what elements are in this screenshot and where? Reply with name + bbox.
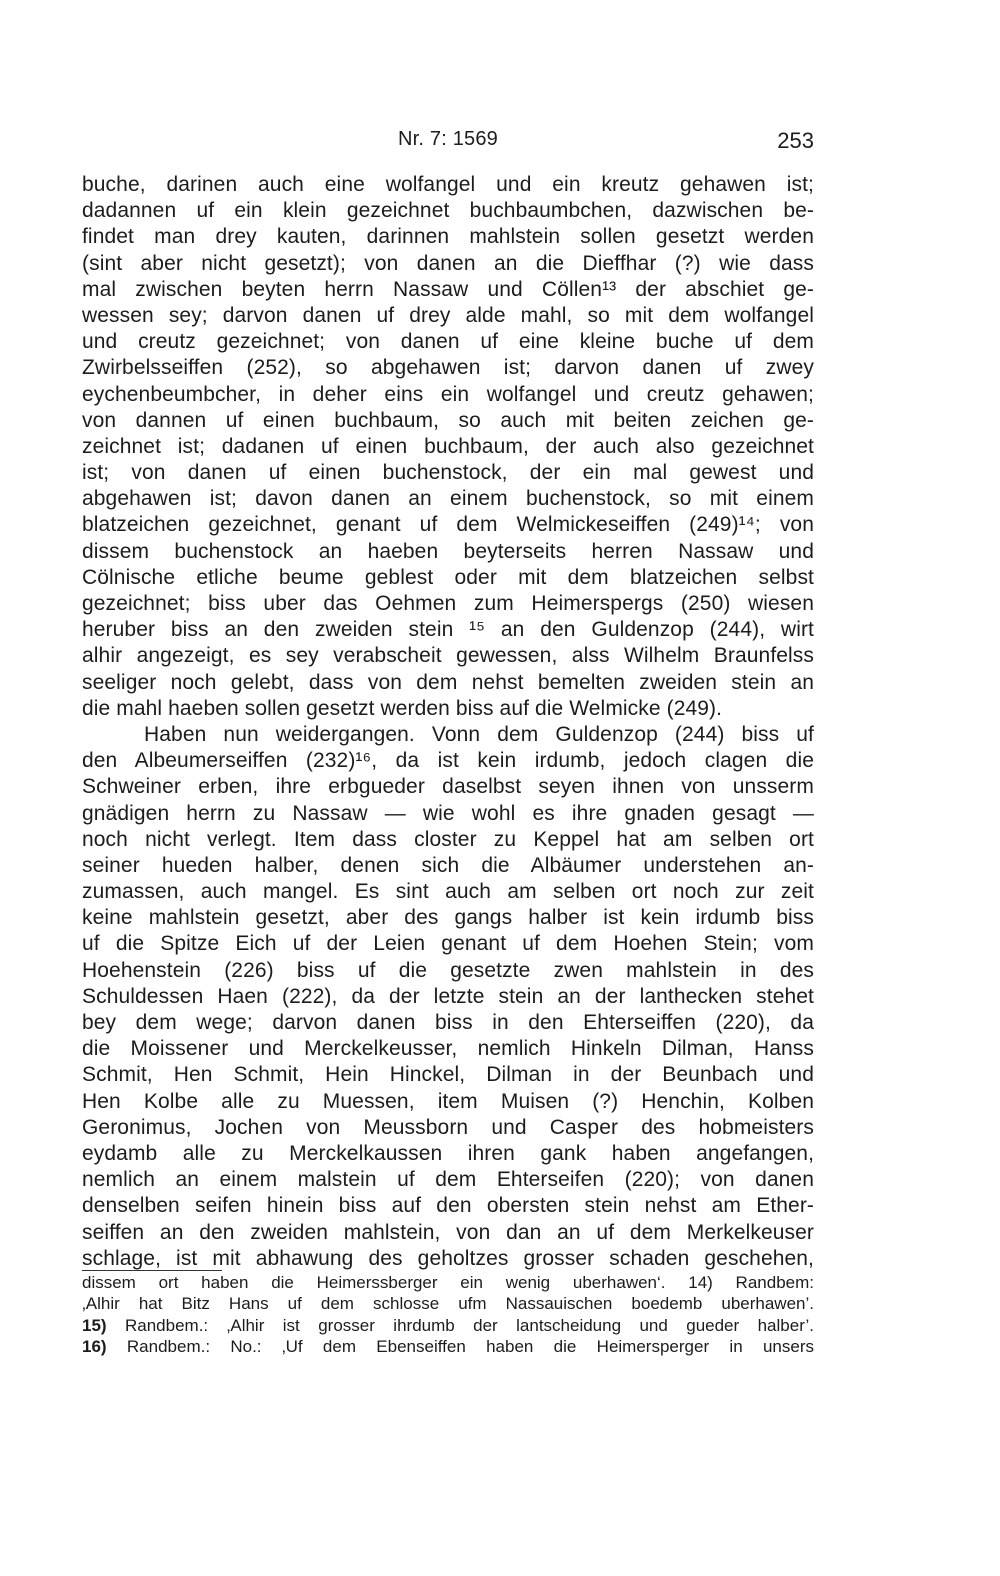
text-line: wessen sey; darvon danen uf drey alde mahl, so mit dem wolfangel [82,303,814,327]
text-line: eychenbeumbcher, in deher eins ein wolfangel und creutz gehawen; [82,382,814,406]
text-line: den Albeumerseiffen (232)¹⁶, da ist kein irdumb, jedoch clagen die [82,749,814,773]
text-line: denselben seifen hinein biss auf den obersten stein nehst am Ether- [82,1194,814,1218]
text-line: keine mahlstein gesetzt, aber des gangs halber ist kein irdumb biss [82,906,814,930]
text-line: blatzeichen gezeichnet, genant uf dem Welmickeseiffen (249)¹⁴; von [82,513,814,537]
body-text [82,172,814,1272]
text-line: eydamb alle zu Merckelkaussen ihren gank haben angefangen, [82,1141,814,1165]
footnote-text: Randbem.: No.: ‚Uf dem Ebenseiffen haben die Heimersperger in unsers [126,1336,814,1356]
text-line: Hoehenstein (226) biss uf die gesetzte zwen mahlstein in des [82,958,814,982]
text-line: zeichnet ist; dadanen uf einen buchbaum, der auch also gezeichnet [82,434,814,458]
text-line: Zwirbelsseiffen (252), so abgehawen ist; darvon danen uf zwey [82,356,814,380]
text-line: Schweiner erben, ihre erbgueder daselbst seyen ihnen von unsserm [82,775,814,799]
page-number: 253 [777,128,814,153]
text-line: seiffen an den zweiden mahlstein, von dan an uf dem Merkelkeuser [82,1220,814,1244]
text-line: Cölnische etliche beume geblest oder mit dem blatzeichen selbst [82,565,814,589]
footnotes [82,1272,814,1357]
text-line: Haben nun weidergangen. Vonn dem Guldenzop (244) biss uf [144,722,814,746]
footnote-line [82,1336,814,1357]
text-line: Schmit, Hen Schmit, Hein Hinckel, Dilman in der Beunbach und [82,1063,814,1087]
text-line: seiner hueden halber, denen sich die Albäumer understehen an- [82,853,814,877]
text-line: findet man drey kauten, darinnen mahlstein sollen gesetzt werden [82,225,814,249]
text-line: die mahl haeben sollen gesetzt werden biss auf die Welmicke (249). [82,696,723,720]
footnote-number: 16) [82,1336,107,1356]
text-line: (sint aber nicht gesetzt); von danen an die Dieffhar (?) wie dass [82,251,814,275]
footnote-divider [82,1270,222,1271]
text-line: bey dem wege; darvon danen biss in den Ehterseiffen (220), da [82,1011,814,1034]
text-line: zumassen, auch mangel. Es sint auch am selben ort noch zur zeit [82,880,814,904]
text-line: die Moissener und Merckelkeusser, nemlich Hinkeln Dilman, Hanss [82,1037,814,1061]
text-line: von dannen uf einen buchbaum, so auch mit beiten zeichen ge- [82,408,814,432]
running-title: Nr. 7: 1569 [397,128,499,150]
footnote-line [82,1315,814,1336]
text-line: seeliger noch gelebt, dass von dem nehst bemelten zweiden stein an [82,670,814,694]
text-line: mal zwischen beyten herrn Nassaw und Cöllen¹³ der abschiet ge- [82,277,814,301]
text-line: ist; von danen uf einen buchenstock, der ein mal gewest und [82,461,814,485]
footnote-number: 15) [82,1315,107,1335]
text-line: Hen Kolbe alle zu Muessen, item Muisen (?) Henchin, Kolben [82,1089,814,1113]
text-line: uf die Spitze Eich uf der Leien genant uf dem Hoehen Stein; vom [82,932,814,956]
text-line: buche, darinen auch eine wolfangel und ein kreutz gehawen ist; [82,173,814,196]
text-line: gnädigen herrn zu Nassaw — wie wohl es ihre gnaden gesagt — [82,801,814,825]
text-line: alhir angezeigt, es sey verabscheit gewessen, alss Wilhelm Braunfelss [82,644,814,668]
text-line: abgehawen ist; davon danen an einem buchenstock, so mit einem [82,487,814,511]
text-line: nemlich an einem malstein uf dem Ehterseifen (220); von danen [82,1168,814,1192]
text-line: noch nicht verlegt. Item dass closter zu Keppel hat am selben ort [82,827,814,851]
page-header [82,122,814,154]
footnote-line [82,1293,814,1314]
text-line: dissem buchenstock an haeben beyterseits herren Nassaw und [82,539,814,563]
text-line: dadannen uf ein klein gezeichnet buchbaumbchen, dazwischen be- [82,199,814,223]
text-line: Geronimus, Jochen von Meussborn und Casper des hobmeisters [82,1115,814,1139]
footnote-text: Randbem.: ‚Alhir ist grosser ihrdumb der lantscheidung und gueder halber’. [125,1315,814,1335]
footnote-line [82,1272,814,1293]
footnote-text: ‚Alhir hat Bitz Hans uf dem schlosse ufm Nassauischen boedemb uberhawen’. [82,1294,814,1314]
text-line: schlage, ist mit abhawung des geholtzes grosser schaden geschehen, [82,1246,814,1270]
text-line: heruber biss an den zweiden stein ¹⁵ an den Guldenzop (244), wirt [82,618,814,642]
footnote-text: dissem ort haben die Heimerssberger ein wenig uberhawen‘. 14) Randbem: [82,1273,814,1292]
text-line: gezeichnet; biss uber das Oehmen zum Heimerspergs (250) wiesen [82,592,814,615]
text-line: und creutz gezeichnet; von danen uf eine kleine buche uf dem [82,330,814,354]
text-line: Schuldessen Haen (222), da der letzte stein an der lanthecken stehet [82,984,814,1008]
